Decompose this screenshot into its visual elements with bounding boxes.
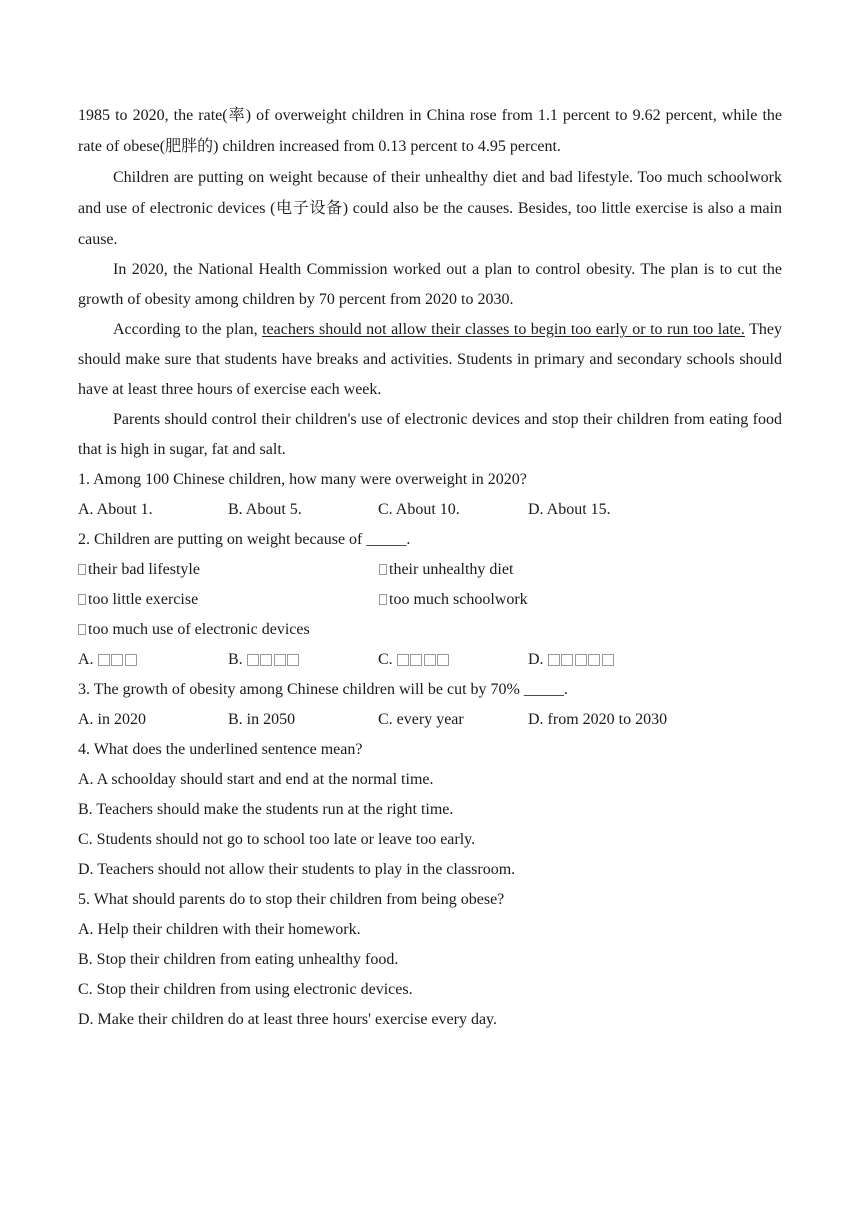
q2-statement-2 [379,555,680,585]
underlined-sentence: teachers should not allow their classes to begin too early or to run too late. [262,321,745,338]
passage-paragraph-1: 1985 to 2020, the rate(率) of overweight children in China rose from 1.1 percent to 9.62 percent, while the rate of obese(肥胖的) children increased from 0.13 percent to 4.95 percent. [78,107,782,155]
q5-option-b: B. Stop their children from eating unhealthy food. [78,951,399,968]
q2-option-b [228,645,378,676]
q2-statement-row-2 [78,585,782,615]
question-1-stem: 1. Among 100 Chinese children, how many were overweight in 2020? [78,471,527,488]
q5-option-c: C. Stop their children from using electronic devices. [78,981,413,998]
q3-option-b: B. in 2050 [228,711,296,728]
question-2-options [78,645,782,675]
paragraph-4-rest: They should make sure that students have breaks and activities. Students in primary and secondary schools should have at least three hours of exercise each week. [78,321,782,398]
q2-statement-5-text: too much use of electronic devices [88,621,310,638]
q2-option-d [528,645,678,676]
q2-option-c [378,645,528,676]
passage-paragraph-2: Children are putting on weight because of their unhealthy diet and bad lifestyle. Too much schoolwork and use of electronic devices (电子设备) could also be the causes. Besides, too little exercise is also a main cause. [78,169,782,248]
q3-option-a: A. in 2020 [78,711,146,728]
q2-option-c-label: C. [378,651,393,668]
q2-statement-1-text: their bad lifestyle [88,561,200,578]
question-4-stem: 4. What does the underlined sentence mean? [78,741,363,758]
paragraph-4-lead: According to the plan, [113,321,263,338]
q1-option-d: D. About 15. [528,501,611,518]
q1-option-c: C. About 10. [378,501,460,518]
q2-statement-4 [379,585,680,615]
q1-option-b: B. About 5. [228,501,302,518]
q2-statement-row-1 [78,555,782,585]
q4-option-a: A. A schoolday should start and end at the normal time. [78,771,434,788]
question-1-options [78,495,782,525]
q2-statement-row-3 [78,615,782,645]
missing-glyph-icon [98,646,139,676]
question-2-stem: 2. Children are putting on weight because of _____. [78,531,411,548]
question-3-options [78,705,782,735]
q4-option-c: C. Students should not go to school too late or leave too early. [78,831,476,848]
q3-option-d: D. from 2020 to 2030 [528,711,668,728]
document-page [78,100,782,1035]
question-3-stem: 3. The growth of obesity among Chinese children will be cut by 70% _____. [78,681,568,698]
q2-statement-1 [78,555,379,585]
missing-glyph-icon [247,646,301,676]
missing-glyph-icon [548,646,616,676]
q2-option-d-label: D. [528,651,544,668]
q2-statement-2-text: their unhealthy diet [389,561,514,578]
missing-glyph-icon [78,594,86,605]
q1-option-a: A. About 1. [78,501,153,518]
q2-option-b-label: B. [228,651,243,668]
passage-paragraph-5: Parents should control their children's use of electronic devices and stop their children from eating food that is high in sugar, fat and salt. [78,411,782,458]
q2-statement-4-text: too much schoolwork [389,591,528,608]
passage-paragraph-4 [78,315,782,405]
q4-option-b: B. Teachers should make the students run at the right time. [78,801,454,818]
q5-option-a: A. Help their children with their homework. [78,921,361,938]
question-5-stem: 5. What should parents do to stop their children from being obese? [78,891,505,908]
q4-option-d: D. Teachers should not allow their students to play in the classroom. [78,861,516,878]
missing-glyph-icon [397,646,451,676]
passage-paragraph-3: In 2020, the National Health Commission worked out a plan to control obesity. The plan is to cut the growth of obesity among children by 70 percent from 2020 to 2030. [78,261,782,308]
missing-glyph-icon [78,624,86,635]
missing-glyph-icon [379,564,387,575]
q3-option-c: C. every year [378,711,464,728]
q2-option-a [78,645,228,676]
q5-option-d: D. Make their children do at least three hours' exercise every day. [78,1011,498,1028]
q2-option-a-label: A. [78,651,94,668]
q2-statement-5 [78,621,310,638]
missing-glyph-icon [379,594,387,605]
q2-statement-3 [78,585,379,615]
q2-statement-3-text: too little exercise [88,591,199,608]
missing-glyph-icon [78,564,86,575]
